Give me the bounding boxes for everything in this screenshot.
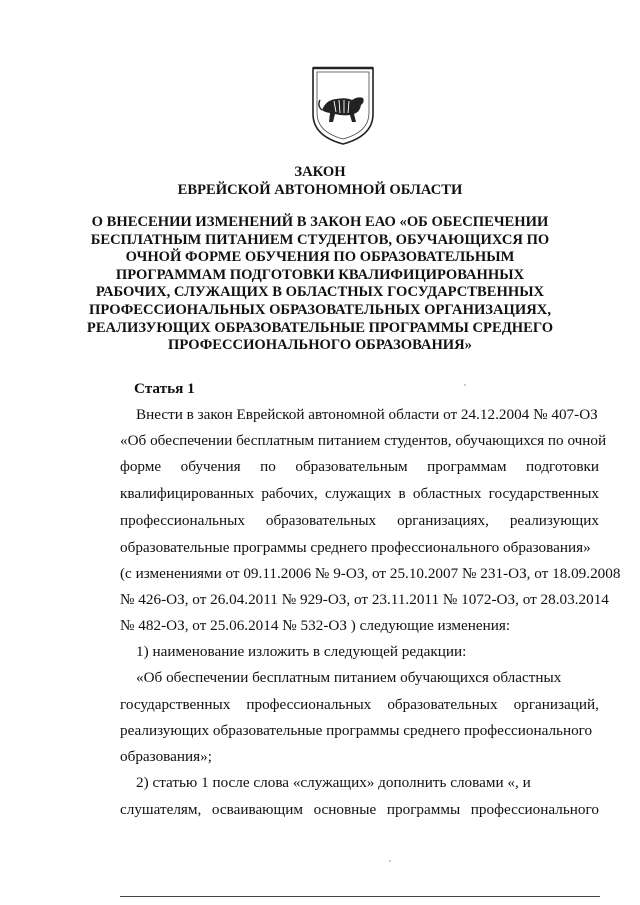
list-item-1: 1) наименование изложить в следующей редакции: (136, 643, 467, 660)
law-subject (0, 214, 640, 355)
word: профессиональных (246, 696, 372, 713)
body-line: № 482-ОЗ, от 25.06.2014 № 532-ОЗ ) следующие изменения: (120, 617, 511, 634)
subject-line: ОЧНОЙ ФОРМЕ ОБУЧЕНИЯ ПО ОБРАЗОВАТЕЛЬНЫМ (125, 249, 515, 266)
body-line: № 426-ОЗ, от 26.04.2011 № 929-ОЗ, от 23.11.2011 № 1072-ОЗ, от 28.03.2014 (120, 591, 609, 608)
body-line: образовательные программы среднего профессионального образования» (120, 539, 591, 556)
title-law: ЗАКОН (294, 164, 346, 180)
scan-speck (464, 384, 466, 386)
word: организаций, (513, 696, 599, 713)
body-line (120, 696, 599, 714)
word: в (398, 485, 406, 502)
subject-line: РАБОЧИХ, СЛУЖАЩИХ В ОБЛАСТНЫХ ГОСУДАРСТВЕННЫХ (95, 284, 545, 301)
subject-line: О ВНЕСЕНИИ ИЗМЕНЕНИЙ В ЗАКОН ЕАО «ОБ ОБЕСПЕЧЕНИИ (91, 214, 549, 230)
word: подготовки (526, 458, 599, 475)
body-line: Внести в закон Еврейской автономной области от 24.12.2004 № 407-ОЗ (136, 406, 598, 423)
word: государственных (120, 696, 231, 713)
word: рабочих, (261, 485, 318, 502)
body-line: реализующих образовательные программы среднего профессионального (120, 722, 593, 739)
document-title (0, 164, 640, 199)
body-line: «Об обеспечении бесплатным питанием обучающихся областных (136, 669, 562, 686)
bottom-rule (120, 896, 600, 897)
word: областных (412, 485, 482, 502)
word: служащих (324, 485, 392, 502)
word: организациях, (397, 512, 489, 529)
word: форме (120, 458, 162, 475)
body-line (120, 512, 599, 530)
subject-line: ПРОФЕССИОНАЛЬНЫХ ОБРАЗОВАТЕЛЬНЫХ ОРГАНИЗАЦИЯХ, (89, 301, 551, 318)
body-line: «Об обеспечении бесплатным питанием студентов, обучающихся по очной (120, 432, 607, 449)
word: обучения (180, 458, 241, 475)
title-region: ЕВРЕЙСКОЙ АВТОНОМНОЙ ОБЛАСТИ (177, 181, 463, 198)
subject-line: ПРОФЕССИОНАЛЬНОГО ОБРАЗОВАНИЯ» (168, 337, 472, 354)
word: реализующих (509, 512, 599, 529)
word: осваивающим (211, 801, 303, 818)
article-heading: Статья 1 (134, 380, 195, 397)
subject-line: ПРОГРАММАМ ПОДГОТОВКИ КВАЛИФИЦИРОВАННЫХ (115, 266, 525, 283)
word: профессионального (470, 801, 599, 818)
tiger-icon (319, 97, 364, 122)
body-line (120, 801, 599, 819)
word: программам (427, 458, 507, 475)
word: квалифицированных (120, 485, 255, 502)
subject-line: РЕАЛИЗУЮЩИХ ОБРАЗОВАТЕЛЬНЫЕ ПРОГРАММЫ СРЕДНЕГО (86, 319, 554, 336)
scan-speck (389, 860, 391, 862)
word: образовательным (295, 458, 408, 475)
word: программы (386, 801, 461, 818)
word: государственных (488, 485, 599, 502)
list-item-2: 2) статью 1 после слова «служащих» дополнить словами «, и (136, 774, 531, 791)
word: образовательных (265, 512, 377, 529)
word: слушателям, (120, 801, 202, 818)
body-line: (с изменениями от 09.11.2006 № 9-ОЗ, от 25.10.2007 № 231-ОЗ, от 18.09.2008 (120, 565, 621, 582)
coat-of-arms-emblem (308, 66, 378, 146)
word: профессиональных (120, 512, 245, 529)
body-line (120, 458, 599, 476)
body-line: образования»; (120, 748, 212, 765)
body-line (120, 485, 599, 503)
word: по (260, 458, 276, 475)
word: основные (313, 801, 377, 818)
word: образовательных (387, 696, 498, 713)
subject-line: БЕСПЛАТНЫМ ПИТАНИЕМ СТУДЕНТОВ, ОБУЧАЮЩИХСЯ ПО (90, 231, 550, 248)
